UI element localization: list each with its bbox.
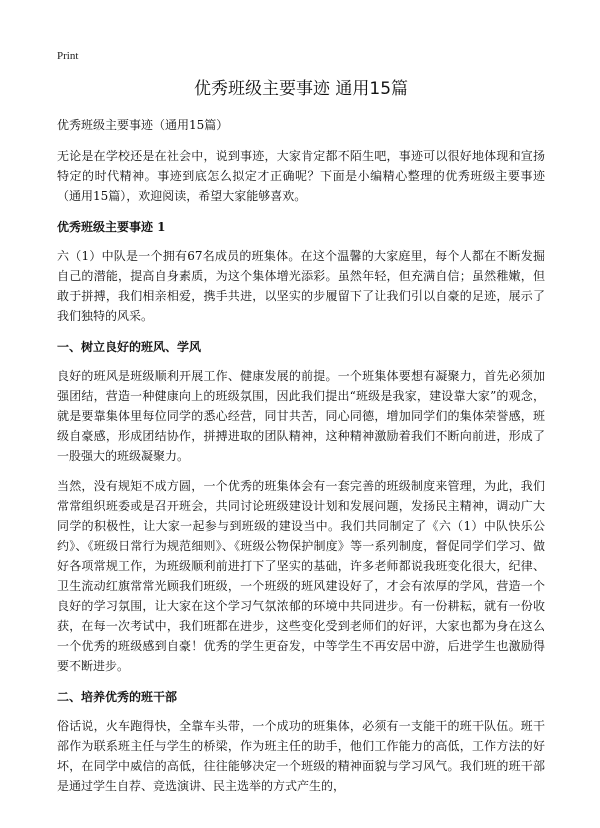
document-body [57, 78, 545, 806]
subtitle: 优秀班级主要事迹（通用15篇） [57, 118, 229, 132]
intro-paragraph: 无论是在学校还是在社会中，说到事迹，大家肯定都不陌生吧，事迹可以很好地体现和宣扬特定的时代精神。事迹到底怎么拟定才正确呢？下面是小编精心整理的优秀班级主要事迹（通用15篇），欢迎阅读，希望大家能够喜欢。 [57, 149, 545, 203]
section1-paragraph: 良好的班风是班级顺利开展工作、健康发展的前提。一个班集体要想有凝聚力，首先必须加强团结，营造一种健康向上的班级氛围，因此我们提出“班级是我家，建设靠大家”的观念，就是要靠集体里每位同学的悉心经营，同甘共苦，同心同德，增加同学们的集体荣誉感，班级自豪感，形成团结协作，拼搏进取的团队精神，这种精神激励着我们不断向前进，形成了一股强大的班级凝聚力。 [57, 369, 545, 463]
article-intro-paragraph: 六（1）中队是一个拥有67名成员的班集体。在这个温馨的大家庭里，每个人都在不断发掘自己的潜能，提高自身素质，为这个集体增光添彩。虽然年轻，但充满自信；虽然稚嫩，但敢于拼搏，我们相亲相爱，携手共进，以坚实的步履留下了让我们引以自豪的足迹，展示了我们独特的风采。 [57, 249, 545, 323]
section-heading-1: 一、树立良好的班风、学风 [57, 340, 202, 354]
section2-paragraph: 俗话说，火车跑得快，全靠车头带，一个成功的班集体，必须有一支能干的班干队伍。班干部作为联系班主任与学生的桥梁，作为班主任的助手，他们工作能力的高低，工作方法的好坏，在同学中威信的高低，往往能够决定一个班级的精神面貌与学习风气。我们班的班干部是通过学生自荐、竞选演讲、民主选举的方式产生的， [57, 719, 545, 793]
section-heading-2: 二、培养优秀的班干部 [57, 690, 178, 704]
page-title: 优秀班级主要事迹 通用15篇 [193, 79, 409, 99]
article-heading: 优秀班级主要事迹 1 [57, 220, 166, 234]
print-link[interactable]: Print [57, 50, 79, 62]
section1-paragraph: 当然，没有规矩不成方圆，一个优秀的班集体会有一套完善的班级制度来管理，为此，我们常常组织班委或是召开班会，共同讨论班级建设计划和发展问题，发扬民主精神，调动广大同学的积极性，让大家一起参与到班级的建设当中。我们共同制定了《六（1）中队快乐公约》、《班级日常行为规范细则》、《班级公物保护制度》等一系列制度，督促同学们学习、做好各项常规工作，为班级顺利前进打下了坚实的基础，许多老师都说我班变化很大，纪律、卫生流动红旗常常光顾我们班级，一个班级的班风建设好了，才会有浓厚的学风，营造一个良好的学习氛围，让大家在这个学习气氛浓郁的环境中共同进步。有一份耕耘，就有一份收获，在每一次考试中，我们班都在进步，这些变化受到老师们的好评，大家也都为身在这么一个优秀的班级感到自豪！优秀的学生更奋发，中等学生不再安居中游，后进学生也激励得要不断进步。 [57, 479, 545, 673]
